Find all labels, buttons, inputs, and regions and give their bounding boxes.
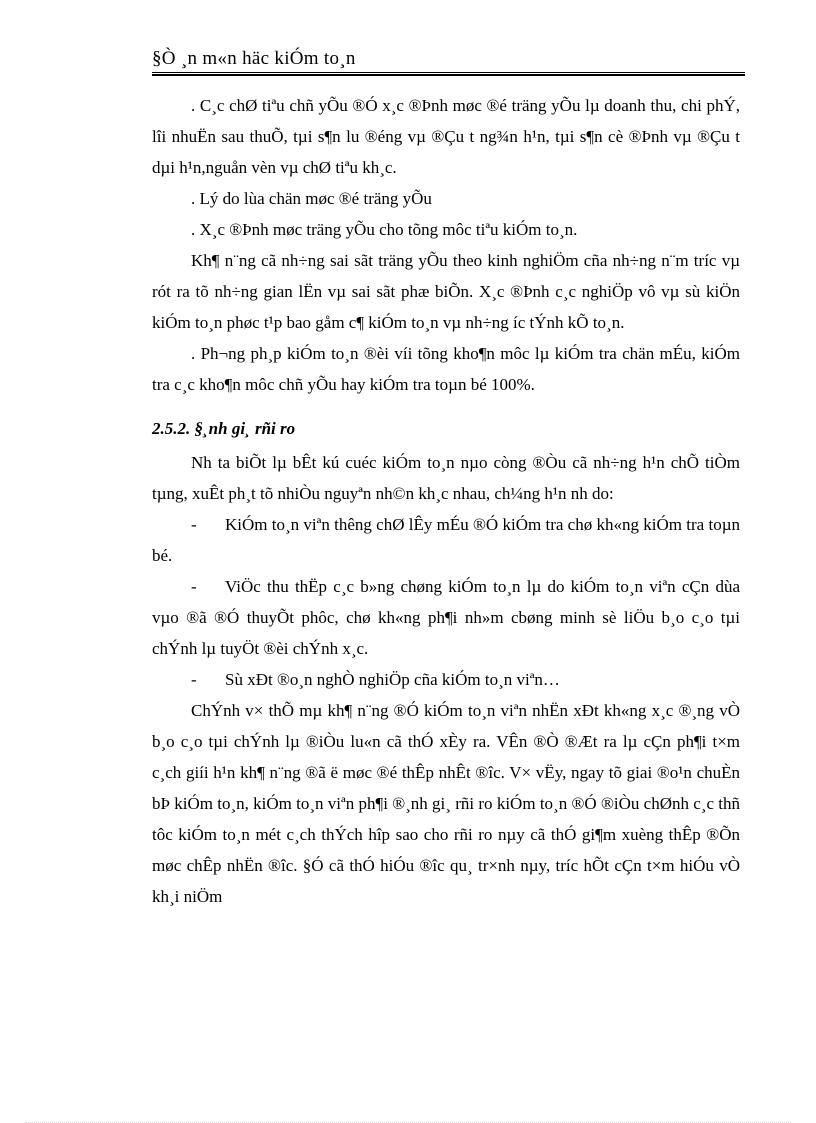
header-rule-thick xyxy=(152,74,745,76)
list-item-bullet-1 xyxy=(152,509,740,571)
page-header-title: §Ò ¸n m«n häc kiÓm to¸n xyxy=(152,48,356,69)
list-item-bullet-3 xyxy=(152,664,740,695)
bullet-text: KiÓm to¸n viªn thêng chØ lÊy mÉu ®Ó kiÓm tra chø kh«ng kiÓm tra toµn bé. xyxy=(152,515,740,565)
section-heading: 2.5.2. §¸nh gi¸ rñi ro xyxy=(152,419,296,438)
bullet-dash: - xyxy=(191,577,197,596)
paragraph-method: . Ph¬ng ph¸p kiÓm to¸n ®èi víi tõng kho¶n môc lµ kiÓm tra chän mÉu, kiÓm tra c¸c kho¶n môc chñ yÕu hay kiÓm tra toµn bé 100%. xyxy=(152,344,740,394)
bullet-text: ViÖc thu thËp c¸c b»ng chøng kiÓm to¸n lµ do kiÓm to¸n viªn cÇn dùa vµo ®ã ®Ó thuyÕt phôc, chø kh«ng ph¶i nh»m cbøng minh sè liÖu b¸o c¸o tµi chÝnh lµ tuyÖt ®èi chÝnh x¸c. xyxy=(152,577,740,658)
header-rule-thin xyxy=(152,72,745,73)
bullet-dash: - xyxy=(191,670,197,689)
paragraph-conclusion: ChÝnh v× thÕ mµ kh¶ n¨ng ®Ó kiÓm to¸n viªn nhËn xÐt kh«ng x¸c ®¸ng vÒ b¸o c¸o tµi chÝnh lµ ®iÒu lu«n cã thÓ xÈy ra. VÊn ®Ò ®Æt ra lµ cÇn ph¶i t×m c¸ch giíi h¹n kh¶ n¨ng ®ã ë møc ®é thÊp nhÊt ®îc. V× vËy, ngay tõ giai ®o¹n chuÈn bÞ kiÓm to¸n, kiÓm to¸n viªn ph¶i ®¸nh gi¸ rñi ro kiÓm to¸n ®Ó ®iÒu chØnh c¸c thñ tôc kiÓm to¸n mét c¸ch thÝch hîp sao cho rñi ro nµy cã thÓ gi¶m xuèng thÊp ®Õn møc chÊp nhËn ®îc. §Ó cã thÓ hiÓu ®îc qu¸ tr×nh nµy, tríc hÕt cÇn t×m hiÓu vÒ kh¸i niÖm xyxy=(152,701,740,906)
paragraph-reason: . Lý do lùa chän møc ®é träng yÕu xyxy=(191,189,432,208)
bullet-dash: - xyxy=(191,515,197,534)
paragraph-indicators: . C¸c chØ tiªu chñ yÕu ®Ó x¸c ®Þnh møc ®é träng yÕu lµ doanh thu, chi phÝ, lîi nhuËn sau thuÕ, tµi s¶n lu ®éng vµ ®Çu t ng¾n h¹n, tµi s¶n cè ®Þnh vµ ®Çu t dµi h¹n,nguån vèn vµ chØ tiªu kh¸c. xyxy=(152,96,740,177)
bullet-text: Sù xÐt ®o¸n nghÒ nghiÖp cña kiÓm to¸n viªn… xyxy=(225,670,560,689)
paragraph-possibility: Kh¶ n¨ng cã nh÷ng sai sãt träng yÕu theo kinh nghiÖm cña nh÷ng n¨m tríc vµ rót ra tõ nh÷ng gian lËn vµ sai sãt phæ biÕn. X¸c ®Þnh c¸c nghiÖp vô vµ sù kiÖn kiÓm to¸n phøc t¹p bao gåm c¶ kiÓm to¸n vµ nh÷ng íc tÝnh kÕ to¸n. xyxy=(152,251,740,332)
paragraph-intro: Nh ta biÕt lµ bÊt kú cuéc kiÓm to¸n nµo còng ®Òu cã nh÷ng h¹n chÕ tiÒm tµng, xuÊt ph¸t tõ nhiÒu nguyªn nh©n kh¸c nhau, ch¼ng h¹n nh do: xyxy=(152,453,740,503)
paragraph-determine: . X¸c ®Þnh møc träng yÕu cho tõng môc tiªu kiÓm to¸n. xyxy=(191,220,578,239)
list-item-bullet-2 xyxy=(152,571,740,664)
document-body xyxy=(152,90,740,912)
